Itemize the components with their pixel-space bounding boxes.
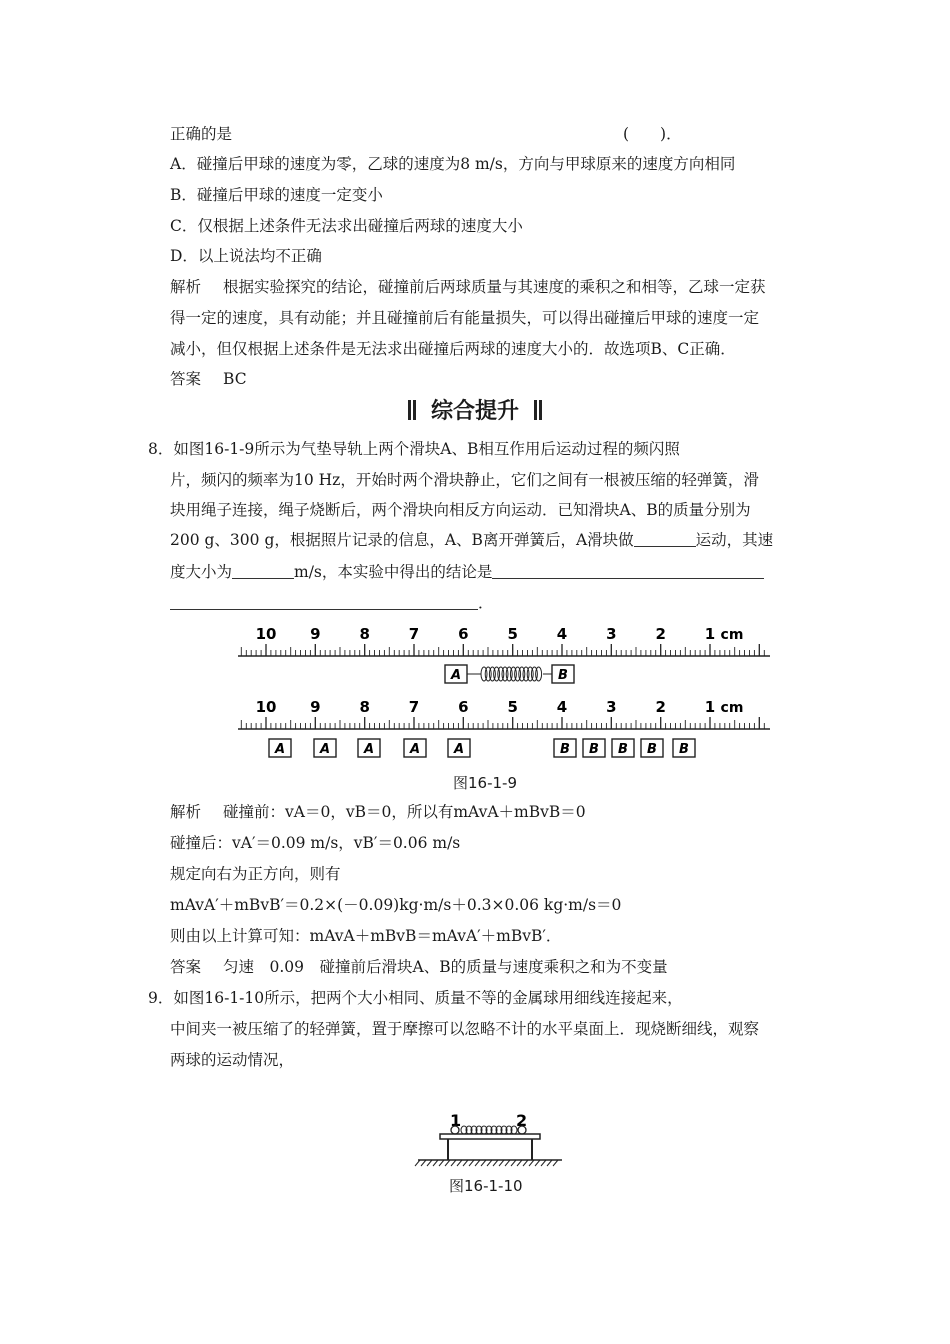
fig9-blocks <box>269 665 695 757</box>
ruler-tick-label: 1 <box>704 698 716 716</box>
hatch-stroke <box>547 1160 552 1166</box>
q8-analysis-line-3: 规定向右为正方向，则有 <box>170 865 341 883</box>
ball-1-label: 1 <box>450 1111 462 1130</box>
fig10-caption: 图16-1-10 <box>449 1177 523 1195</box>
fig9-caption: 图16-1-9 <box>453 774 517 792</box>
hatch-stroke <box>469 1160 474 1166</box>
slider-block-label: A <box>453 742 465 757</box>
ruler-tick-label: 2 <box>655 625 666 643</box>
section-title-text: 综合提升 <box>430 399 519 424</box>
hatch-stroke <box>439 1160 444 1166</box>
q8-analysis-line-1 <box>170 801 586 823</box>
slider-block-label: A <box>450 668 462 683</box>
q8-analysis-text-1: 碰撞前：vA＝0，vB＝0，所以有mAvA＋mBvB＝0 <box>223 803 586 821</box>
q8-analysis-line-2: 碰撞后：vA′＝0.09 m/s，vB′＝0.06 m/s <box>170 834 461 852</box>
ruler-tick-label: 10 <box>255 625 277 643</box>
ruler-tick-label: 9 <box>310 625 321 643</box>
q9-line-3: 两球的运动情况， <box>170 1051 295 1069</box>
hatch-stroke <box>505 1160 510 1166</box>
ruler-tick-label: 3 <box>606 625 617 643</box>
hatch-stroke <box>541 1160 546 1166</box>
q8-line-2: 片，频闪的频率为10 Hz，开始时两个滑块静止，它们之间有一根被压缩的轻弹簧，滑 <box>170 471 759 489</box>
q7-option-a: A．碰撞后甲球的速度为零，乙球的速度为8 m/s，方向与甲球原来的速度方向相同 <box>170 155 736 173</box>
spring-icon <box>481 667 542 681</box>
hatch-stroke <box>433 1160 438 1166</box>
ruler-tick-label: 9 <box>310 698 321 716</box>
q7-answer-value: BC <box>223 370 247 388</box>
hatch-stroke <box>529 1160 534 1166</box>
slider-block-label: B <box>560 742 570 757</box>
slider-block-label: B <box>618 742 628 757</box>
q8-analysis-label: 解析 <box>170 803 202 821</box>
hatch-stroke <box>445 1160 450 1166</box>
slider-block-label: B <box>589 742 599 757</box>
hatch-stroke <box>511 1160 516 1166</box>
q7-stem-text: 正确的是 <box>170 125 233 143</box>
q7-option-c: C．仅根据上述条件无法求出碰撞后两球的速度大小 <box>170 217 523 235</box>
slider-block-label: A <box>363 742 375 757</box>
spring-icon <box>461 1126 517 1134</box>
ruler-bottom <box>238 698 770 729</box>
ruler-tick-label: 8 <box>359 698 370 716</box>
q8-line-4-text: 200 g、300 g，根据照片记录的信息，A、B离开弹簧后，A滑块做 <box>170 531 634 549</box>
hatch-stroke <box>493 1160 498 1166</box>
spring-coil <box>536 667 542 681</box>
q8-line-5-text: 度大小为 <box>170 563 233 581</box>
ruler-tick-label: 3 <box>606 698 617 716</box>
ruler-tick-label: 8 <box>359 625 370 643</box>
hatch-stroke <box>523 1160 528 1166</box>
ruler-tick-label: 6 <box>458 698 469 716</box>
ruler-tick-label: 6 <box>458 625 469 643</box>
table-top <box>440 1134 540 1139</box>
q8-answer-value: 匀速 0.09 碰撞前后滑块A、B的质量与速度乘积之和为不变量 <box>223 958 668 976</box>
ball-2-label: 2 <box>516 1111 528 1130</box>
hatch-stroke <box>475 1160 480 1166</box>
slider-block-label: B <box>647 742 657 757</box>
q8-analysis-line-5: 则由以上计算可知：mAvA＋mBvB＝mAvA′＋mBvB′． <box>170 927 562 945</box>
ruler-tick-label: 10 <box>255 698 277 716</box>
ruler-tick-label: 7 <box>408 698 420 716</box>
ruler-top <box>238 625 770 656</box>
hatch-stroke <box>463 1160 468 1166</box>
q8-answer <box>170 956 668 978</box>
slider-block-label: B <box>558 668 568 683</box>
q7-paren: ( )． <box>623 125 682 143</box>
ruler-tick-label: 4 <box>556 698 568 716</box>
q9-line-1: 9．如图16-1-10所示，把两个大小相同、质量不等的金属球用细线连接起来， <box>148 989 683 1007</box>
q7-analysis-line-3: 减小，但仅根据上述条件是无法求出碰撞后两球的速度大小的．故选项B、C正确． <box>170 340 736 358</box>
q7-answer-label: 答案 <box>170 370 202 388</box>
q7-analysis-line-2: 得一定的速度，具有动能；并且碰撞前后有能量损失，可以得出碰撞后甲球的速度一定 <box>170 309 760 327</box>
slider-block-label: A <box>409 742 421 757</box>
q7-analysis-label: 解析 <box>170 278 202 296</box>
q8-answer-label: 答案 <box>170 958 202 976</box>
q7-option-b: B．碰撞后甲球的速度一定变小 <box>170 186 383 204</box>
hatch-stroke <box>481 1160 486 1166</box>
hatch-stroke <box>535 1160 540 1166</box>
hatch-stroke <box>553 1160 558 1166</box>
ruler-tick-label: 1 <box>704 625 716 643</box>
ruler-tick-label: 7 <box>408 625 420 643</box>
ruler-unit-label: cm <box>720 627 744 643</box>
hatch-stroke <box>457 1160 462 1166</box>
ruler-tick-label: 2 <box>655 698 666 716</box>
ruler-tick-label: 4 <box>556 625 568 643</box>
q8-analysis-line-4: mAvA′＋mBvB′＝0.2×(－0.09)kg·m/s＋0.3×0.06 kg·m/s＝0 <box>170 896 622 914</box>
hatch-stroke <box>415 1160 420 1166</box>
hatch-stroke <box>451 1160 456 1166</box>
slider-block-label: A <box>274 742 286 757</box>
ruler-tick-label: 5 <box>507 625 518 643</box>
ground-hatch <box>415 1160 558 1166</box>
q8-line-1: 8．如图16-1-9所示为气垫导轨上两个滑块A、B相互作用后运动过程的频闪照 <box>148 440 680 458</box>
slider-block-label: A <box>319 742 331 757</box>
hatch-stroke <box>487 1160 492 1166</box>
q7-analysis-text-1: 根据实验探究的结论，碰撞前后两球质量与其速度的乘积之和相等，乙球一定获 <box>223 278 766 296</box>
q8-line-6-end: ． <box>478 594 494 612</box>
slider-block-label: B <box>679 742 689 757</box>
figure-16-1-10 <box>410 1110 570 1170</box>
q8-line-5-tail: m/s，本实验中得出的结论是 <box>294 563 493 581</box>
q8-line-3: 块用绳子连接，绳子烧断后，两个滑块向相反方向运动．已知滑块A、B的质量分别为 <box>170 501 751 519</box>
q9-line-2: 中间夹一被压缩了的轻弹簧，置于摩擦可以忽略不计的水平桌面上．现烧断细线，观察 <box>170 1020 760 1038</box>
q7-option-d: D．以上说法均不正确 <box>170 247 322 265</box>
hatch-stroke <box>427 1160 432 1166</box>
hatch-stroke <box>499 1160 504 1166</box>
ruler-unit-label: cm <box>720 700 744 716</box>
hatch-stroke <box>517 1160 522 1166</box>
q8-line-4-tail: 运动，其速 <box>695 531 774 549</box>
ruler-tick-label: 5 <box>507 698 518 716</box>
hatch-stroke <box>421 1160 426 1166</box>
